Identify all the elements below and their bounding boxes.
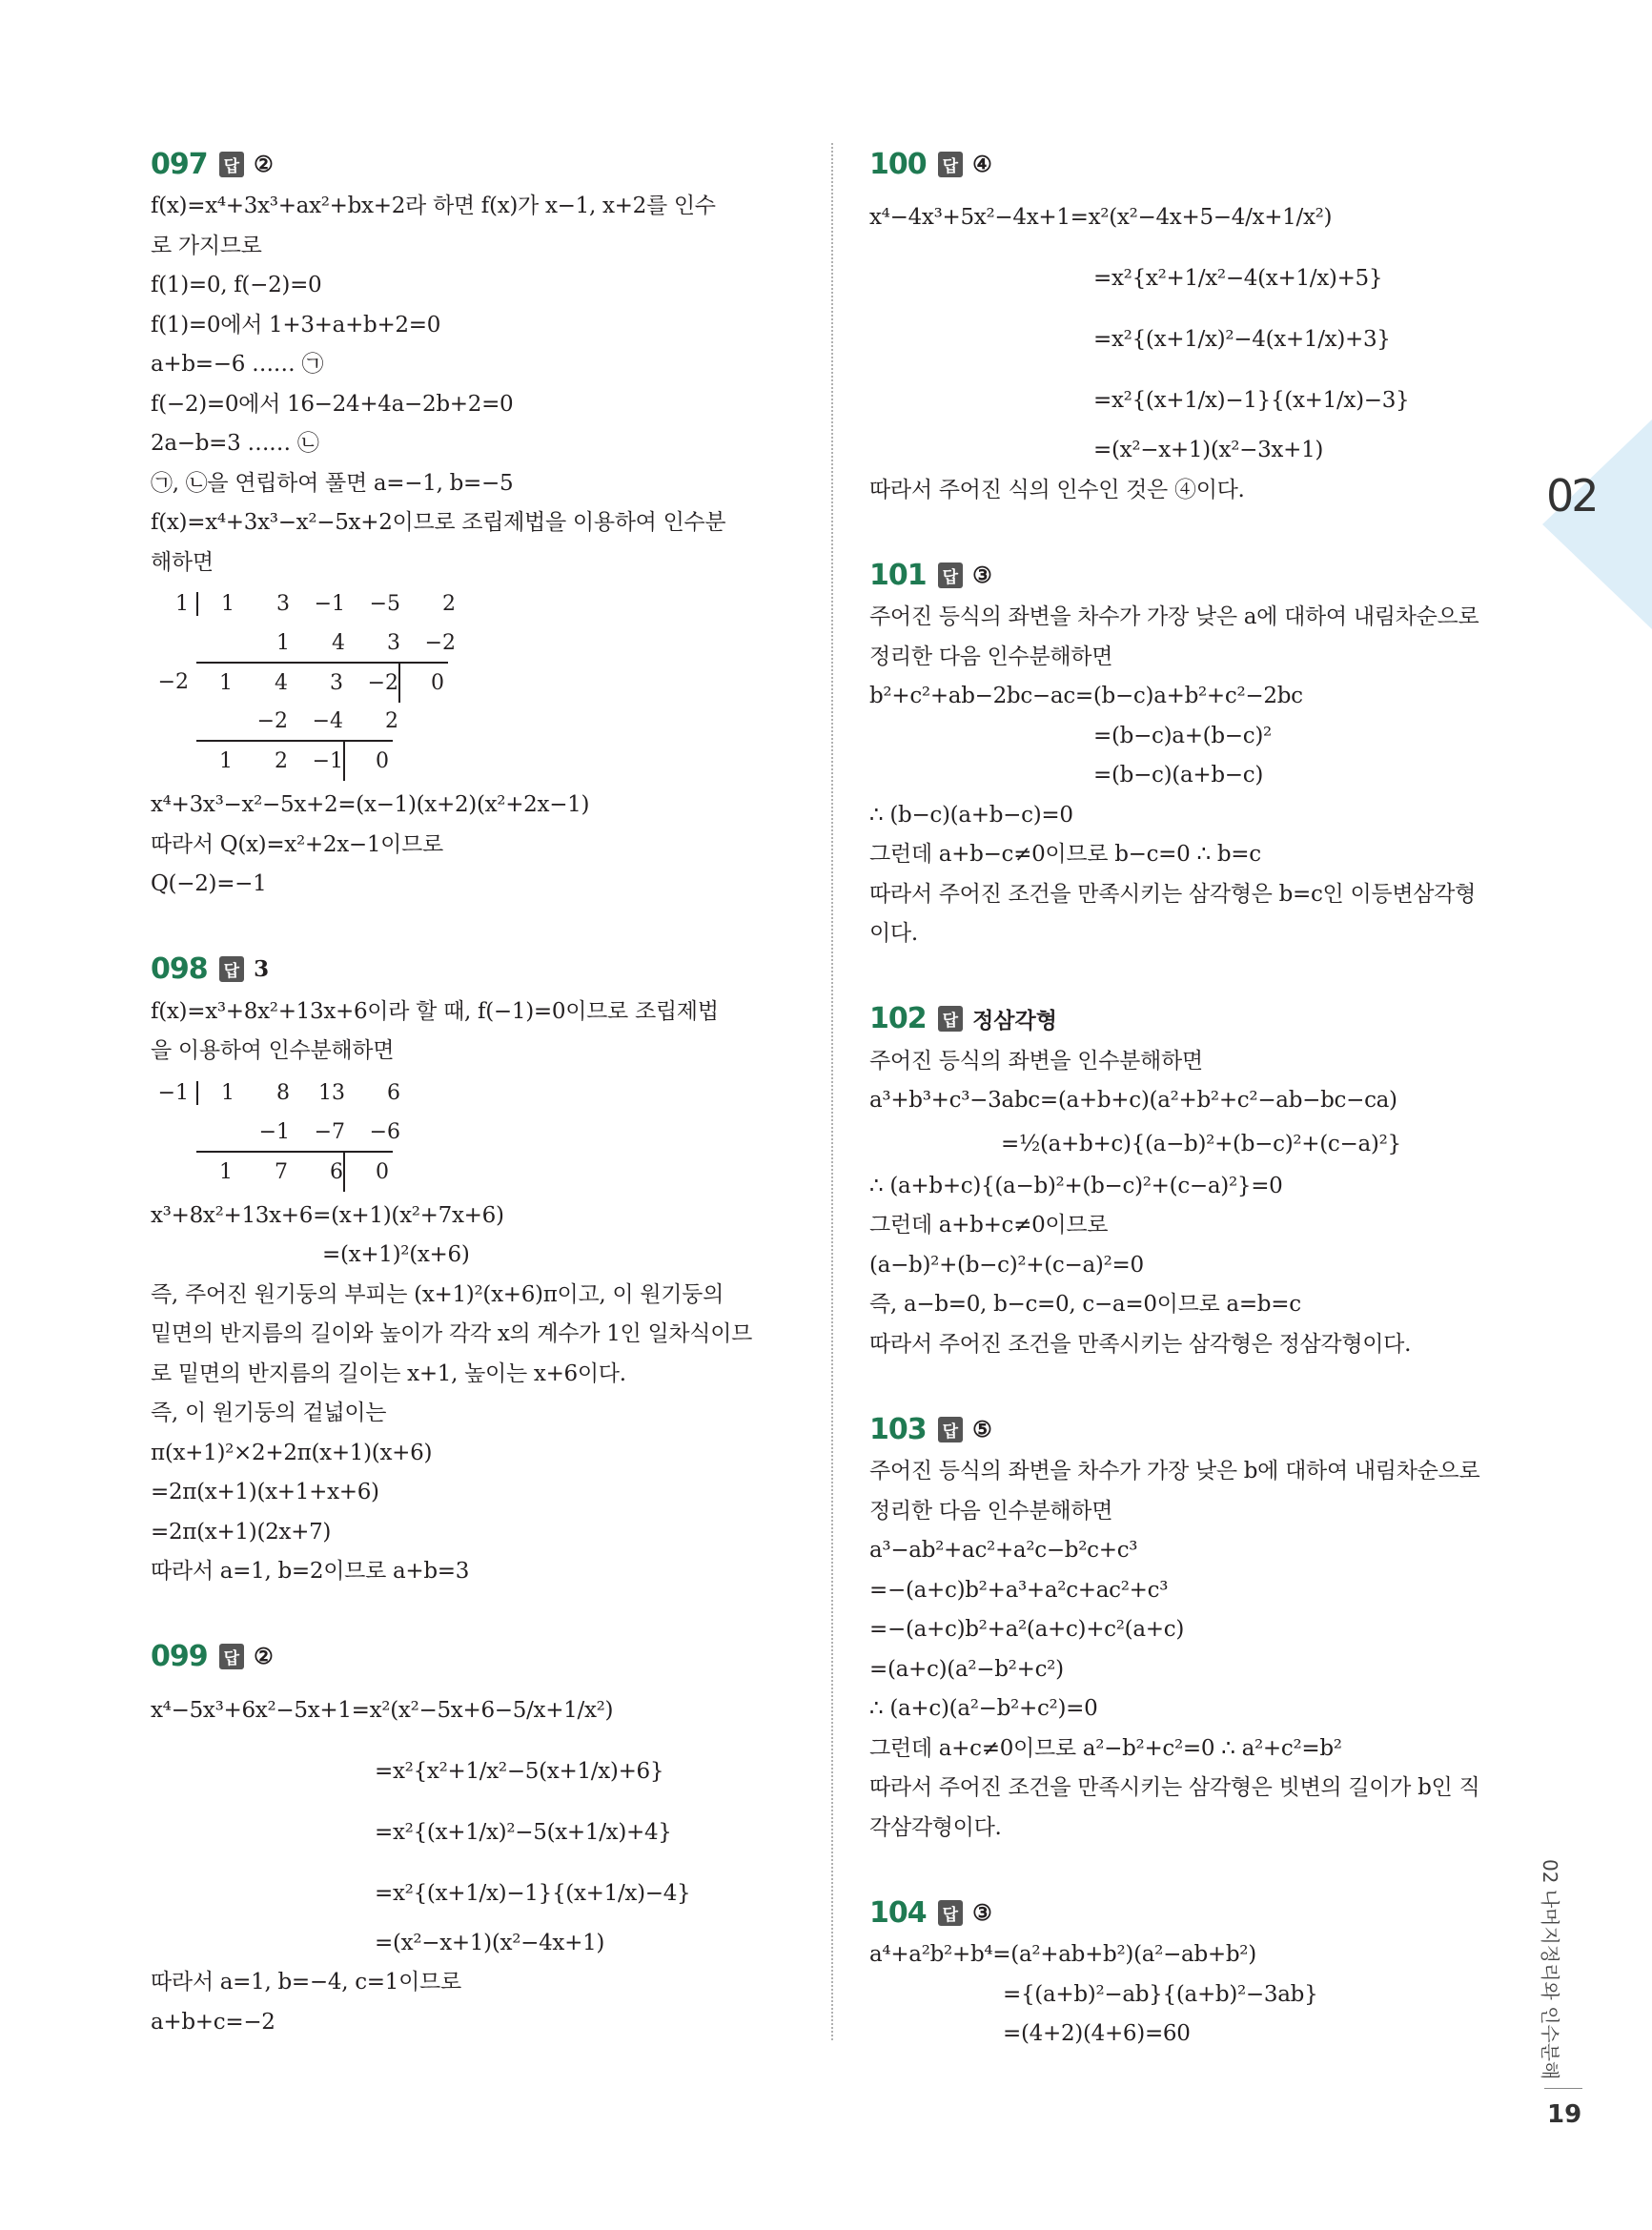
solution-line: f(x)=x³+8x²+13x+6이라 할 때, f(−1)=0이므로 조립제법 [151, 998, 719, 1024]
problem-number: 103 [869, 1412, 927, 1446]
solution-line: =2π(x+1)(x+1+x+6) [151, 1480, 379, 1504]
answer-value: ⑤ [972, 1416, 992, 1442]
answer-badge: 답 [938, 1900, 963, 1926]
table-cell: 6 [288, 1151, 343, 1192]
problem-number: 100 [869, 147, 927, 181]
solution-line: Q(−2)=−1 [151, 871, 267, 896]
solution-line: 정리한 다음 인수분해하면 [869, 644, 1113, 669]
solution-line: ∴ (b−c)(a+b−c)=0 [869, 802, 1073, 828]
table-cell: −2 [424, 631, 456, 655]
solution-line: 주어진 등식의 좌변을 인수분해하면 [869, 1048, 1203, 1074]
solution-line: 2a−b=3 …… ㉡ [151, 431, 319, 456]
solution-line: =2π(x+1)(2x+7) [151, 1519, 332, 1545]
solution-line: =x²{(x+1/x)−1}{(x+1/x)−3} [1093, 388, 1410, 413]
solution-line: 따라서 주어진 식의 인수인 것은 ④이다. [869, 477, 1245, 502]
problem-header [869, 554, 1537, 596]
table-cell: −5 [369, 592, 400, 616]
solution-line: 그런데 a+c≠0이므로 a²−b²+c²=0 ∴ a²+c²=b² [869, 1735, 1342, 1761]
solution-line: =½(a+b+c){(a−b)²+(b−c)²+(c−a)²} [1001, 1131, 1401, 1156]
table-cell: 1 [196, 1081, 235, 1105]
solution-line: =x²{(x+1/x)−1}{(x+1/x)−4} [375, 1880, 691, 1906]
solution-line: a+b=−6 …… ㉠ [151, 352, 324, 377]
problem-number: 104 [869, 1895, 927, 1930]
synthetic-row [151, 663, 818, 702]
answer-badge: 답 [938, 152, 963, 177]
solution-line: a+b+c=−2 [151, 2009, 275, 2035]
solution-line: 따라서 주어진 조건을 만족시키는 삼각형은 빗변의 길이가 b인 직 [869, 1775, 1480, 1800]
solution-line: =(b−c)(a+b−c) [1093, 763, 1264, 788]
problem-103 [869, 1408, 1537, 1848]
solution-line: =(4+2)(4+6)=60 [1003, 2021, 1191, 2046]
solution-line: x³+8x²+13x+6=(x+1)(x²+7x+6) [151, 1202, 504, 1228]
solution-line: f(1)=0, f(−2)=0 [151, 273, 322, 297]
table-cell: 1 [196, 1151, 233, 1192]
answer-badge: 답 [219, 1644, 244, 1669]
solution-line: x⁴−4x³+5x²−4x+1=x²(x²−4x+5−4/x+1/x²) [869, 205, 1333, 230]
answer-value: ③ [972, 562, 992, 588]
solution-line: a⁴+a²b²+b⁴=(a²+ab+b²)(a²−ab+b²) [869, 1942, 1256, 1967]
running-title: 02 나머지정리와 인수분해 [1539, 1859, 1561, 2080]
table-cell: 2 [442, 592, 456, 616]
synthetic-row [151, 1113, 818, 1152]
solution-line: =−(a+c)b²+a²(a+c)+c²(a+c) [869, 1617, 1184, 1642]
solution-line: =x²{(x+1/x)²−5(x+1/x)+4} [375, 1819, 672, 1845]
solution-line: 즉, a−b=0, b−c=0, c−a=0이므로 a=b=c [869, 1292, 1301, 1317]
table-cell: 13 [318, 1080, 345, 1105]
table-cell: 3 [288, 662, 343, 703]
problem-101 [869, 554, 1537, 954]
table-cell: 2 [233, 740, 288, 781]
problem-100 [869, 143, 1537, 510]
solution-line: 로 가지므로 [151, 233, 262, 258]
table-cell: 4 [233, 662, 288, 703]
table-cell: 3 [276, 592, 290, 616]
solution-line: 주어진 등식의 좌변을 차수가 가장 낮은 a에 대하여 내림차순으로 [869, 604, 1479, 629]
remainder-cell: 0 [398, 662, 448, 703]
solution-line: =(x+1)²(x+6) [322, 1242, 470, 1267]
solution-line: =−(a+c)b²+a³+a²c+ac²+c³ [869, 1577, 1169, 1603]
solution-line: ={(a+b)²−ab}{(a+b)²−3ab} [1003, 1981, 1318, 2007]
solution-line: f(−2)=0에서 16−24+4a−2b+2=0 [151, 391, 514, 417]
solution-line: 주어진 등식의 좌변을 차수가 가장 낮은 b에 대하여 내림차순으로 [869, 1459, 1480, 1483]
synthetic-row [151, 584, 818, 624]
answer-badge: 답 [938, 563, 963, 588]
solution-line: 그런데 a+b+c≠0이므로 [869, 1213, 1109, 1238]
solution-line: ㉠, ㉡을 연립하여 풀면 a=−1, b=−5 [151, 470, 514, 496]
problem-097 [151, 143, 818, 905]
solution-line: 각삼각형이다. [869, 1814, 1002, 1840]
footer-rule [1544, 2088, 1582, 2089]
synthetic-division-table [151, 1074, 818, 1191]
solution-line: 이다. [869, 921, 918, 946]
chapter-tab-number: 02 [1546, 470, 1597, 522]
solution-line: =(a+c)(a²−b²+c²) [869, 1656, 1064, 1682]
solution-line: 해하면 [151, 549, 214, 575]
solution-line: f(x)=x⁴+3x³−x²−5x+2이므로 조립제법을 이용하여 인수분 [151, 510, 726, 535]
solution-line: 즉, 이 원기둥의 겉넓이는 [151, 1401, 387, 1425]
table-cell: 1 [196, 592, 235, 616]
problem-number: 099 [151, 1640, 208, 1673]
solution-line: ∴ (a+c)(a²−b²+c²)=0 [869, 1696, 1098, 1721]
solution-line: =(x²−x+1)(x²−4x+1) [375, 1930, 605, 1955]
solution-line: a³+b³+c³−3abc=(a+b+c)(a²+b²+c²−ab−bc−ca) [869, 1088, 1397, 1113]
answer-value: 정삼각형 [972, 1008, 1057, 1033]
solution-line: b²+c²+ab−2bc−ac=(b−c)a+b²+c²−2bc [869, 684, 1303, 708]
table-cell: −6 [369, 1119, 400, 1144]
table-cell: 1 [196, 662, 233, 703]
solution-line: a³−ab²+ac²+a²c−b²c+c³ [869, 1538, 1138, 1563]
table-cell: 6 [387, 1080, 400, 1105]
table-cell: −2 [256, 709, 288, 733]
problem-104 [869, 1892, 1537, 2055]
divisor-cell: 1 [175, 592, 189, 616]
solution-line: 그런데 a+b−c≠0이므로 b−c=0 ∴ b=c [869, 842, 1261, 867]
problem-header [869, 143, 1537, 185]
table-cell: −1 [288, 740, 343, 781]
solution-line: 따라서 주어진 조건을 만족시키는 삼각형은 b=c인 이등변삼각형 [869, 881, 1476, 907]
problem-header [869, 998, 1537, 1040]
problem-099 [151, 1636, 818, 2043]
problem-102 [869, 998, 1537, 1365]
solution-line: =x²{x²+1/x²−5(x+1/x)+6} [375, 1758, 664, 1784]
solution-line: 로 밑면의 반지름의 길이는 x+1, 높이는 x+6이다. [151, 1361, 626, 1386]
table-cell: 2 [385, 709, 398, 733]
answer-badge: 답 [938, 1417, 963, 1442]
solution-line: x⁴−5x³+6x²−5x+1=x²(x²−5x+6−5/x+1/x²) [151, 1697, 614, 1723]
right-column [869, 143, 1537, 2098]
solution-line: f(x)=x⁴+3x³+ax²+bx+2라 하면 f(x)가 x−1, x+2를 인수 [151, 194, 716, 218]
table-cell: 7 [233, 1151, 288, 1192]
problem-header [151, 949, 818, 991]
problem-header [869, 1408, 1537, 1450]
solution-line: 따라서 a=1, b=−4, c=1이므로 [151, 1970, 461, 1995]
table-cell: −4 [312, 709, 343, 733]
column-divider [831, 143, 833, 2040]
table-cell: 8 [276, 1080, 290, 1105]
solution-line: (a−b)²+(b−c)²+(c−a)²=0 [869, 1252, 1144, 1278]
answer-value: ④ [972, 151, 992, 177]
problem-098 [151, 949, 818, 1592]
table-cell: 1 [276, 631, 290, 655]
table-cell: −7 [314, 1119, 345, 1144]
answer-value: 3 [254, 956, 270, 982]
solution-line: 을 이용하여 인수분해하면 [151, 1038, 395, 1063]
solution-line: x⁴+3x³−x²−5x+2=(x−1)(x+2)(x²+2x−1) [151, 792, 590, 817]
synthetic-row [151, 741, 818, 780]
answer-badge: 답 [938, 1006, 963, 1032]
problem-header [869, 1892, 1537, 1933]
divisor-cell: −1 [157, 1080, 189, 1105]
solution-line: =x²{(x+1/x)²−4(x+1/x)+3} [1093, 327, 1391, 352]
synthetic-row [151, 702, 818, 741]
answer-value: ② [254, 1644, 274, 1669]
page-number: 19 [1547, 2100, 1582, 2129]
solution-line: 따라서 Q(x)=x²+2x−1이므로 [151, 831, 443, 857]
solution-line: 밑면의 반지름의 길이와 높이가 각각 x의 계수가 1인 일차식이므 [151, 1321, 753, 1346]
problem-number: 098 [151, 952, 208, 986]
synthetic-division-table [151, 584, 818, 780]
remainder-cell: 0 [343, 740, 393, 781]
solution-line: 즉, 주어진 원기둥의 부피는 (x+1)²(x+6)π이고, 이 원기둥의 [151, 1281, 724, 1307]
divisor-cell: −2 [157, 670, 189, 694]
solution-line: =(b−c)a+(b−c)² [1093, 723, 1272, 748]
problem-number: 097 [151, 147, 208, 181]
table-cell: 3 [387, 631, 400, 655]
solution-line: =(x²−x+1)(x²−3x+1) [1093, 438, 1324, 462]
solution-line: ∴ (a+b+c){(a−b)²+(b−c)²+(c−a)²}=0 [869, 1173, 1283, 1198]
synthetic-row [151, 1152, 818, 1191]
table-cell: −2 [343, 662, 398, 703]
problem-number: 101 [869, 558, 927, 592]
table-cell: −1 [314, 592, 345, 616]
synthetic-row [151, 624, 818, 663]
answer-value: ② [254, 151, 274, 177]
problem-number: 102 [869, 1002, 927, 1035]
synthetic-row [151, 1074, 818, 1113]
problem-header [151, 143, 818, 185]
answer-value: ③ [972, 1899, 992, 1926]
table-cell: 4 [332, 631, 345, 655]
solution-line: =x²{x²+1/x²−4(x+1/x)+5} [1093, 266, 1383, 291]
left-column [151, 143, 818, 2086]
solution-line: 따라서 주어진 조건을 만족시키는 삼각형은 정삼각형이다. [869, 1331, 1412, 1357]
table-cell: 1 [196, 740, 233, 781]
solution-line: 정리한 다음 인수분해하면 [869, 1498, 1113, 1524]
solution-line: 따라서 a=1, b=2이므로 a+b=3 [151, 1559, 470, 1584]
answer-badge: 답 [219, 152, 244, 177]
solution-line: f(1)=0에서 1+3+a+b+2=0 [151, 312, 441, 338]
chapter-tab [1542, 419, 1652, 629]
problem-header [151, 1636, 818, 1678]
table-cell: −1 [258, 1119, 290, 1144]
remainder-cell: 0 [343, 1151, 393, 1192]
solution-line: π(x+1)²×2+2π(x+1)(x+6) [151, 1440, 433, 1465]
answer-badge: 답 [219, 956, 244, 982]
